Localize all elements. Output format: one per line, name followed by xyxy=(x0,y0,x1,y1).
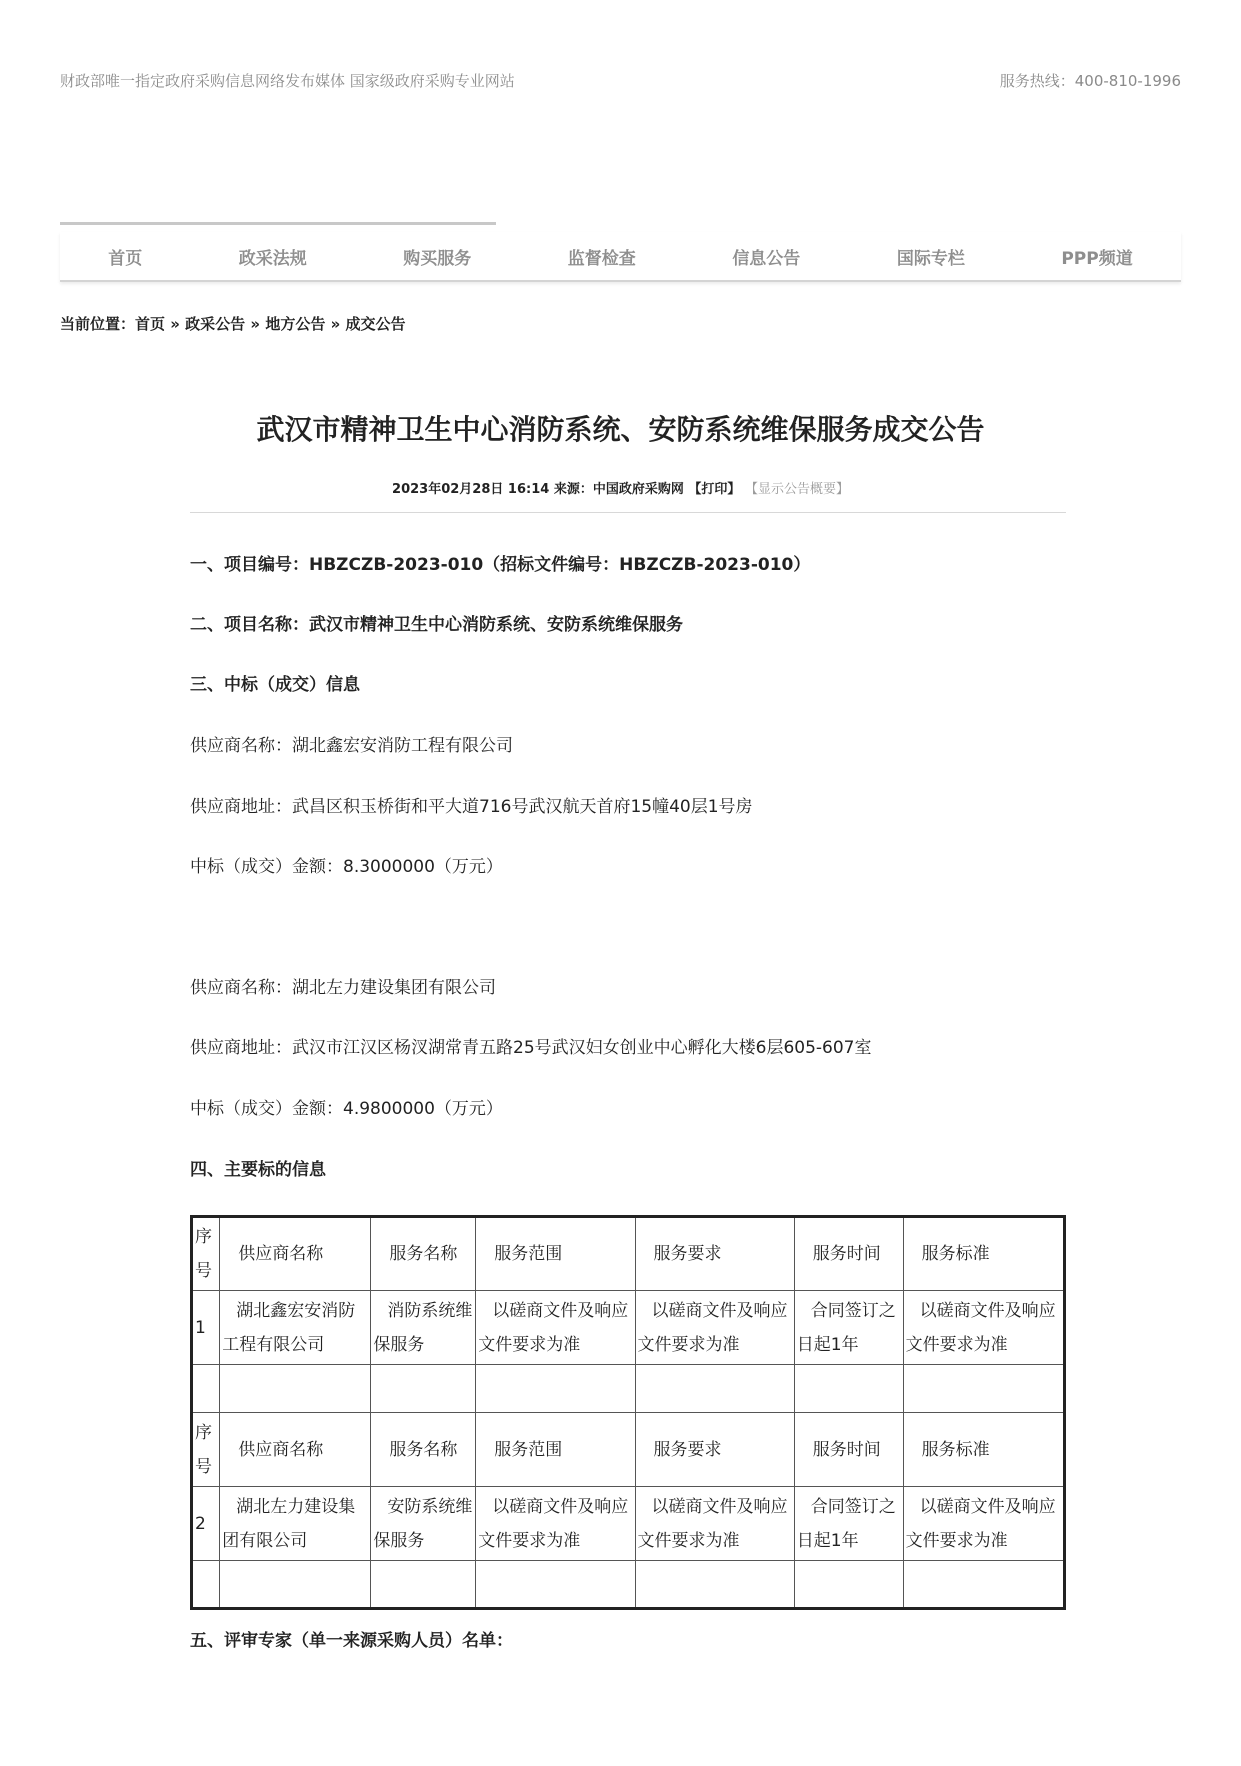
table-header: 服务标准 xyxy=(903,1413,1064,1487)
breadcrumb xyxy=(60,313,406,334)
site-tagline: 财政部唯一指定政府采购信息网络发布媒体 国家级政府采购专业网站 xyxy=(60,72,515,90)
table-header: 服务标准 xyxy=(903,1217,1064,1291)
breadcrumb-sep: » xyxy=(165,315,186,333)
breadcrumb-local[interactable]: 地方公告 xyxy=(265,315,326,333)
service-hotline: 服务热线：400-810-1996 xyxy=(999,72,1181,90)
page-title: 武汉市精神卫生中心消防系统、安防系统维保服务成交公告 xyxy=(256,413,985,446)
supplier-1-address: 供应商地址：武昌区积玉桥街和平大道716号武汉航天首府15幢40层1号房 xyxy=(190,797,753,817)
breadcrumb-sep: » xyxy=(325,315,346,333)
breadcrumb-gov-procurement[interactable]: 政采公告 xyxy=(185,315,246,333)
table-header: 供应商名称 xyxy=(220,1217,371,1291)
table-cell: 1 xyxy=(192,1291,220,1365)
table-header-row xyxy=(192,1413,1065,1487)
print-link[interactable]: 【打印】 xyxy=(688,482,741,497)
table-cell: 以磋商文件及响应文件要求为准 xyxy=(635,1487,794,1561)
section-award-info: 三、中标（成交）信息 xyxy=(190,675,360,695)
title-divider xyxy=(190,512,1066,513)
table-cell: 消防系统维保服务 xyxy=(371,1291,476,1365)
supplier-2-amount: 中标（成交）金额：4.9800000（万元） xyxy=(190,1099,503,1119)
table-cell: 湖北左力建设集团有限公司 xyxy=(220,1487,371,1561)
table-header: 服务范围 xyxy=(476,1413,635,1487)
breadcrumb-prefix: 当前位置： xyxy=(60,315,136,333)
table-empty-row xyxy=(192,1365,1065,1413)
publish-datetime: 2023年02月28日 16:14 xyxy=(392,482,550,497)
table-header: 序号 xyxy=(192,1413,220,1487)
table-cell: 以磋商文件及响应文件要求为准 xyxy=(635,1291,794,1365)
nav-purchase-services[interactable]: 购买服务 xyxy=(403,248,472,269)
article-meta xyxy=(0,478,1241,497)
table-header: 服务要求 xyxy=(635,1217,794,1291)
section-experts: 五、评审专家（单一来源采购人员）名单： xyxy=(190,1631,513,1651)
table-cell: 以磋商文件及响应文件要求为准 xyxy=(903,1291,1064,1365)
table-header: 服务时间 xyxy=(794,1413,903,1487)
table-header: 服务时间 xyxy=(794,1217,903,1291)
supplier-2-address: 供应商地址：武汉市江汉区杨汊湖常青五路25号武汉妇女创业中心孵化大楼6层605-607室 xyxy=(190,1038,872,1058)
table-header: 服务名称 xyxy=(371,1413,476,1487)
table-row xyxy=(192,1291,1065,1365)
table-cell: 合同签订之日起1年 xyxy=(794,1487,903,1561)
section-main-items: 四、主要标的信息 xyxy=(190,1160,326,1180)
nav-ppp[interactable]: PPP频道 xyxy=(1061,248,1133,269)
nav-international[interactable]: 国际专栏 xyxy=(896,248,965,269)
nav-supervision[interactable]: 监督检查 xyxy=(567,248,636,269)
nav-announcements[interactable]: 信息公告 xyxy=(732,248,801,269)
table-cell: 安防系统维保服务 xyxy=(371,1487,476,1561)
table-cell: 以磋商文件及响应文件要求为准 xyxy=(476,1291,635,1365)
table-cell: 以磋商文件及响应文件要求为准 xyxy=(903,1487,1064,1561)
breadcrumb-deal[interactable]: 成交公告 xyxy=(345,315,406,333)
table-cell: 2 xyxy=(192,1487,220,1561)
supplier-1-amount: 中标（成交）金额：8.3000000（万元） xyxy=(190,857,503,877)
table-header-row xyxy=(192,1217,1065,1291)
table-row xyxy=(192,1487,1065,1561)
table-header: 序号 xyxy=(192,1217,220,1291)
table-empty-row xyxy=(192,1561,1065,1609)
header-divider xyxy=(60,222,496,225)
table-cell: 合同签订之日起1年 xyxy=(794,1291,903,1365)
main-items-table xyxy=(190,1215,1066,1610)
section-project-number: 一、项目编号：HBZCZB-2023-010（招标文件编号：HBZCZB-2023-010） xyxy=(190,555,811,575)
supplier-1-name: 供应商名称：湖北鑫宏安消防工程有限公司 xyxy=(190,736,513,756)
nav-regulations[interactable]: 政采法规 xyxy=(238,248,307,269)
nav-home[interactable]: 首页 xyxy=(108,248,143,269)
source: 来源：中国政府采购网 xyxy=(553,482,684,497)
table-header: 服务要求 xyxy=(635,1413,794,1487)
table-cell: 湖北鑫宏安消防工程有限公司 xyxy=(220,1291,371,1365)
supplier-2-name: 供应商名称：湖北左力建设集团有限公司 xyxy=(190,978,496,998)
table-header: 供应商名称 xyxy=(220,1413,371,1487)
table-cell: 以磋商文件及响应文件要求为准 xyxy=(476,1487,635,1561)
table-header: 服务范围 xyxy=(476,1217,635,1291)
section-project-name: 二、项目名称：武汉市精神卫生中心消防系统、安防系统维保服务 xyxy=(190,615,683,635)
main-nav xyxy=(60,232,1181,282)
breadcrumb-sep: » xyxy=(245,315,266,333)
breadcrumb-home[interactable]: 首页 xyxy=(135,315,166,333)
show-summary-link[interactable]: 【显示公告概要】 xyxy=(744,482,849,497)
table-header: 服务名称 xyxy=(371,1217,476,1291)
